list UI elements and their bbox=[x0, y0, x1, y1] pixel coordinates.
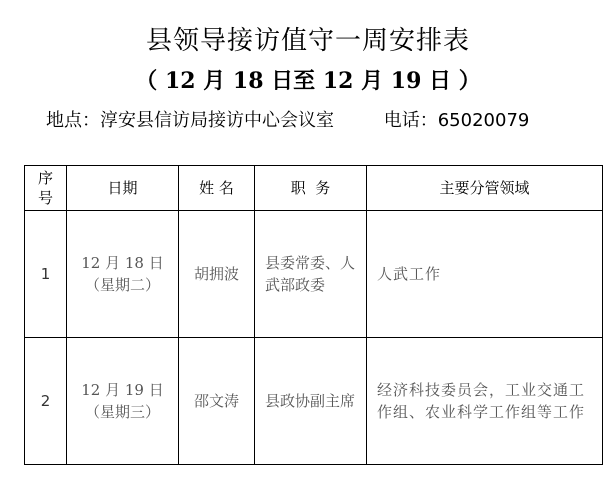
date-text: 12 月 18 日 bbox=[81, 254, 164, 272]
schedule-table bbox=[24, 165, 603, 465]
phone-label: 电话： bbox=[383, 110, 438, 131]
row-index: 2 bbox=[25, 338, 67, 465]
phone-value: 65020079 bbox=[437, 110, 530, 131]
row-position: 县委常委、人武部政委 bbox=[255, 211, 367, 338]
row-name: 胡拥波 bbox=[179, 211, 255, 338]
column-header-index: 序号 bbox=[25, 166, 67, 211]
column-header-name: 姓 名 bbox=[179, 166, 255, 211]
row-index: 1 bbox=[25, 211, 67, 338]
row-date bbox=[67, 338, 179, 465]
table-row bbox=[25, 211, 603, 338]
table-header-row bbox=[25, 166, 603, 211]
column-header-date: 日期 bbox=[67, 166, 179, 211]
date-range-subtitle: （ 12 月 18 日至 12 月 19 日 ） bbox=[135, 68, 481, 94]
column-header-position: 职 务 bbox=[255, 166, 367, 211]
row-scope: 经济科技委员会，工业交通工作组、农业科学工作组等工作 bbox=[367, 338, 603, 465]
weekday-text: （星期三） bbox=[84, 403, 160, 421]
row-date bbox=[67, 211, 179, 338]
table-row bbox=[25, 338, 603, 465]
info-line bbox=[46, 106, 529, 132]
column-header-scope: 主要分管领域 bbox=[367, 166, 603, 211]
weekday-text: （星期二） bbox=[84, 276, 160, 294]
row-position: 县政协副主席 bbox=[255, 338, 367, 465]
location-value: 淳安县信访局接访中心会议室 bbox=[100, 110, 334, 131]
date-text: 12 月 19 日 bbox=[81, 381, 164, 399]
location-label: 地点： bbox=[46, 110, 100, 131]
row-scope: 人武工作 bbox=[367, 211, 603, 338]
page-title: 县领导接访值守一周安排表 bbox=[145, 26, 470, 56]
row-name: 邵文涛 bbox=[179, 338, 255, 465]
